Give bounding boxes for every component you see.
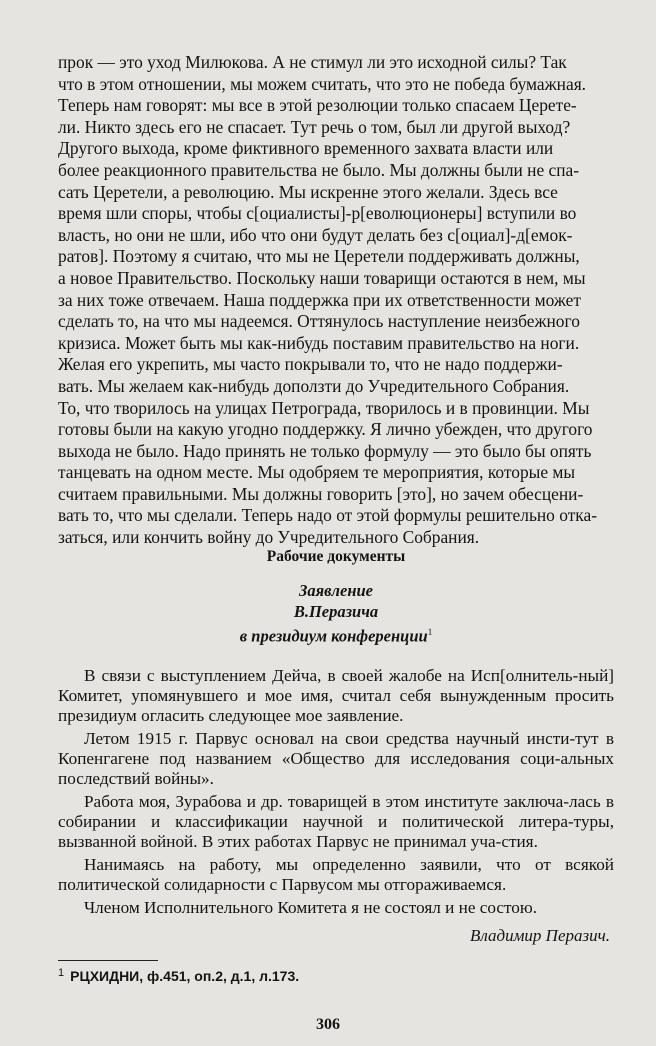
text-line: ратов]. Поэтому я считаю, что мы не Церетели поддерживать должны,: [58, 246, 580, 267]
text-line: считаем правильными. Мы должны говорить [это], но зачем обесцени-: [58, 483, 584, 504]
text-line: вать. Мы желаем как-нибудь доползти до Учредительного Собрания.: [58, 375, 570, 396]
text-line: готовы были на какую угодно поддержку. Я лично убежден, что другого: [58, 419, 593, 440]
text-line: а новое Правительство. Поскольку наши товарищи остаются в нем, мы: [58, 267, 586, 288]
text-line: вать то, что мы сделали. Теперь надо от этой формулы решительно отка-: [58, 505, 597, 526]
text-line: более реакционного правительства не было. Мы должны были не спа-: [58, 159, 580, 180]
text-line: танцевать на одном месте. Мы одобряем те мероприятия, которые мы: [58, 462, 576, 483]
footnote-text: РЦХИДНИ, ф.451, оп.2, д.1, л.173.: [70, 968, 300, 984]
paragraph: Работа моя, Зурабова и др. товарищей в этом институте заключа-лась в собирании и классификации научной и политической литера-туры, вызванной войной. В этих работах Парвус не принимал уча-стия.: [58, 792, 614, 851]
page-number: 306: [316, 1016, 340, 1033]
paragraph: Летом 1915 г. Парвус основал на свои средства научный инсти-тут в Копенгагене под названием «Общество для исследования соци-альных последствий войны».: [58, 729, 614, 788]
text-line: заться, или кончить войну до Учредительного Собрания.: [58, 527, 480, 548]
paragraph: Нанимаясь на работу, мы определенно заявили, что от всякой политической солидарности с Парвусом мы отгораживаемся.: [58, 855, 614, 894]
footnote-number: 1: [58, 967, 65, 979]
statement-heading-title: Заявление: [299, 581, 373, 600]
text-line: сать Церетели, а революцию. Мы искренне этого желали. Здесь все: [58, 181, 558, 202]
text-line: за них тоже отвечаем. Наша поддержка при их ответственности может: [58, 289, 581, 310]
text-line: сделать то, на что мы надеемся. Оттянулось наступление неизбежного: [58, 311, 580, 332]
text-line: прок — это уход Милюкова. А не стимул ли это исходной силы? Так: [58, 52, 567, 72]
text-line: Желая его укрепить, мы часто покрывали то, что не надо поддержи-: [58, 354, 563, 375]
text-line: время шли споры, чтобы с[оциалисты]-р[еволюционеры] вступили во: [58, 203, 577, 224]
paragraph: В связи с выступлением Дейча, в своей жалобе на Исп[олнитель-ный] Комитет, упомянувшего и мое имя, считал себя вынужденным просить президиум огласить следующее мое заявление.: [58, 666, 614, 725]
text-line: власть, но они не шли, ибо что они будут делать без с[оциал]-д[емок-: [58, 224, 573, 245]
footnote-divider: [58, 960, 158, 961]
footnote-marker: 1: [427, 627, 433, 637]
statement-heading-author: В.Перазича: [293, 602, 379, 621]
text-line: выхода не было. Надо принять не только формулу — это было бы опять: [58, 440, 592, 461]
statement-heading-addressee: [58, 622, 614, 647]
paragraph: Членом Исполнительного Комитета я не состоял и не состою.: [84, 898, 538, 917]
statement-body: [58, 666, 614, 921]
section-title: Рабочие документы: [266, 548, 406, 565]
heading-addressee-text: в президиум конференции: [239, 626, 428, 646]
footnote: [58, 968, 299, 984]
continued-speech-text: [58, 52, 614, 549]
text-line: Другого выхода, кроме фиктивного временного захвата власти или: [58, 138, 554, 159]
text-line: ли. Никто здесь его не спасает. Тут речь о том, был ли другой выход?: [58, 116, 571, 137]
text-line: Теперь нам говорят: мы все в этой резолюции только спасаем Церете-: [58, 95, 577, 116]
text-line: что в этом отношении, мы можем считать, что это не победа бумажная.: [58, 73, 587, 94]
text-line: кризиса. Может быть мы как-нибудь поставим правительство на ноги.: [58, 332, 580, 353]
signature: Владимир Перазич.: [469, 926, 610, 945]
text-line: То, что творилось на улицах Петрограда, творилось и в провинции. Мы: [58, 397, 590, 418]
